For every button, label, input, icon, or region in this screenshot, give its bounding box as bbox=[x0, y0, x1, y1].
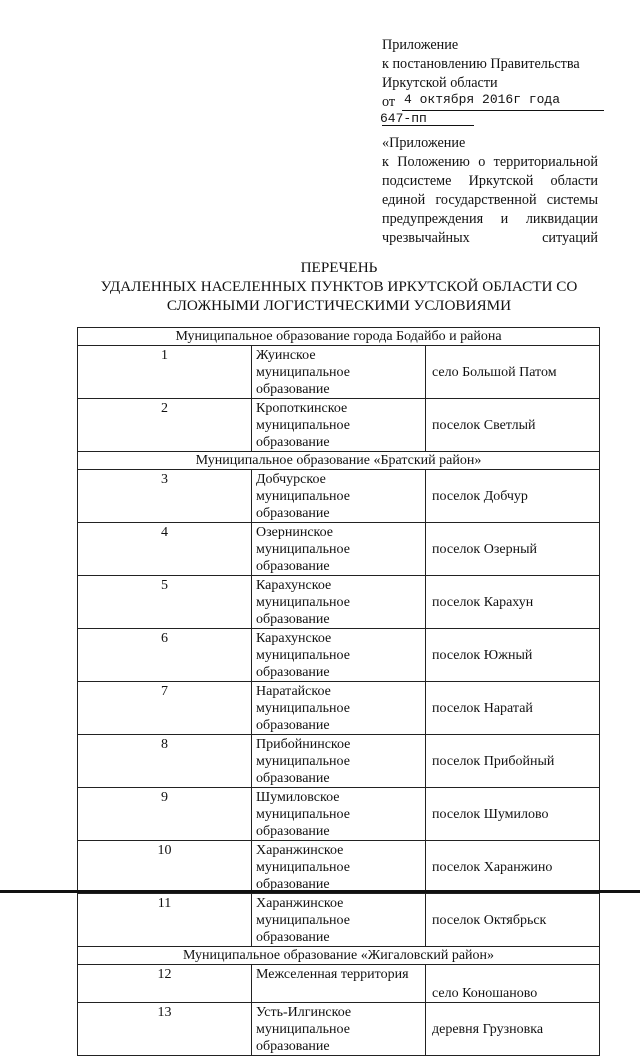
municipality-cell bbox=[252, 1003, 426, 1056]
row-number: 9 bbox=[78, 788, 252, 841]
section-title: Муниципальное образование «Жигаловский район» bbox=[78, 947, 600, 965]
section-title: Муниципальное образование города Бодайбо и района bbox=[78, 328, 600, 346]
municipality-cell bbox=[252, 894, 426, 947]
row-number: 8 bbox=[78, 735, 252, 788]
table-row bbox=[78, 470, 600, 523]
municipality-type: муниципальное образование bbox=[256, 595, 350, 627]
municipality-type: муниципальное образование bbox=[256, 860, 350, 892]
municipality-name: Прибойнинское bbox=[256, 737, 351, 752]
settlement-name: поселок Светлый bbox=[426, 399, 600, 452]
municipality-cell bbox=[252, 682, 426, 735]
municipality-name: Добчурское bbox=[256, 472, 326, 487]
title-line-2: УДАЛЕННЫХ НАСЕЛЕННЫХ ПУНКТОВ ИРКУТСКОЙ ОБЛАСТИ СО СЛОЖНЫМИ ЛОГИСТИЧЕСКИМИ УСЛОВИЯМИ bbox=[100, 278, 578, 314]
table-row bbox=[78, 523, 600, 576]
municipality-cell bbox=[252, 788, 426, 841]
table-row bbox=[78, 399, 600, 452]
municipality-cell bbox=[252, 965, 426, 1003]
municipality-type: муниципальное образование bbox=[256, 1022, 350, 1054]
number-underline bbox=[382, 125, 474, 126]
table-row bbox=[78, 841, 600, 894]
decree-reference: к постановлению Правительства bbox=[382, 56, 580, 72]
document-title bbox=[74, 258, 604, 315]
date-underline bbox=[402, 110, 604, 111]
table-row bbox=[78, 629, 600, 682]
settlement-name: поселок Наратай bbox=[426, 682, 600, 735]
municipality-name: Кропоткинское bbox=[256, 401, 348, 416]
municipality-type: муниципальное образование bbox=[256, 701, 350, 733]
decree-number-line bbox=[382, 112, 598, 134]
decree-number: 647-пп bbox=[380, 111, 427, 126]
region-name: Иркутской области bbox=[382, 75, 498, 91]
settlement-name: деревня Грузновка bbox=[426, 1003, 600, 1056]
row-number: 12 bbox=[78, 965, 252, 1003]
decree-date: 4 октября 2016г года bbox=[404, 92, 561, 107]
municipality-name: Наратайское bbox=[256, 684, 331, 699]
row-number: 2 bbox=[78, 399, 252, 452]
settlement-name: поселок Харанжино bbox=[426, 841, 600, 894]
row-number: 13 bbox=[78, 1003, 252, 1056]
municipality-type: муниципальное образование bbox=[256, 418, 350, 450]
settlement-name: поселок Шумилово bbox=[426, 788, 600, 841]
municipality-cell bbox=[252, 470, 426, 523]
municipality-name: Межселенная территория bbox=[256, 967, 409, 982]
municipality-cell bbox=[252, 346, 426, 399]
row-number: 11 bbox=[78, 894, 252, 947]
settlement-name: поселок Южный bbox=[426, 629, 600, 682]
municipality-type: муниципальное образование bbox=[256, 807, 350, 839]
municipality-cell bbox=[252, 841, 426, 894]
table-row bbox=[78, 894, 600, 947]
row-number: 5 bbox=[78, 576, 252, 629]
section-row bbox=[78, 452, 600, 470]
section-row bbox=[78, 328, 600, 346]
settlement-name: поселок Прибойный bbox=[426, 735, 600, 788]
municipality-type: муниципальное образование bbox=[256, 365, 350, 397]
municipality-cell bbox=[252, 399, 426, 452]
municipality-name: Усть-Илгинское bbox=[256, 1005, 352, 1020]
row-number: 4 bbox=[78, 523, 252, 576]
settlements-table bbox=[77, 327, 600, 1056]
municipality-name: Харанжинское bbox=[256, 896, 344, 911]
table-row bbox=[78, 965, 600, 1003]
appendix-label: Приложение bbox=[382, 37, 459, 53]
row-number: 1 bbox=[78, 346, 252, 399]
municipality-type: муниципальное образование bbox=[256, 542, 350, 574]
municipality-name: Шумиловское bbox=[256, 790, 340, 805]
row-number: 6 bbox=[78, 629, 252, 682]
settlement-name: поселок Октябрьск bbox=[426, 894, 600, 947]
date-prefix: от bbox=[382, 94, 396, 110]
municipality-name: Жуинское bbox=[256, 348, 316, 363]
table-row bbox=[78, 788, 600, 841]
regulation-reference: к Положению о территориальной подсистеме Иркутской области единой государственной системы предупреждения и ликвидации чрезвычайных ситуаций bbox=[382, 154, 598, 246]
municipality-name: Озернинское bbox=[256, 525, 334, 540]
row-number: 3 bbox=[78, 470, 252, 523]
municipality-type bbox=[256, 983, 421, 1000]
appendix-header bbox=[382, 36, 598, 248]
municipality-type: муниципальное образование bbox=[256, 754, 350, 786]
municipality-name: Карахунское bbox=[256, 631, 332, 646]
municipality-type: муниципальное образование bbox=[256, 489, 350, 521]
section-row bbox=[78, 947, 600, 965]
municipality-cell bbox=[252, 523, 426, 576]
section-title: Муниципальное образование «Братский район» bbox=[78, 452, 600, 470]
municipality-name: Харанжинское bbox=[256, 843, 344, 858]
table-row bbox=[78, 735, 600, 788]
settlement-name: село Коношаново bbox=[426, 965, 600, 1003]
municipality-cell bbox=[252, 629, 426, 682]
page-bottom-rule bbox=[0, 890, 640, 893]
appendix-label-2: «Приложение bbox=[382, 135, 466, 151]
row-number: 10 bbox=[78, 841, 252, 894]
municipality-cell bbox=[252, 735, 426, 788]
municipality-type: муниципальное образование bbox=[256, 913, 350, 945]
settlement-name: поселок Добчур bbox=[426, 470, 600, 523]
municipality-name: Карахунское bbox=[256, 578, 332, 593]
table-row bbox=[78, 576, 600, 629]
table-row bbox=[78, 682, 600, 735]
municipality-type: муниципальное образование bbox=[256, 648, 350, 680]
settlement-name: поселок Озерный bbox=[426, 523, 600, 576]
table-row bbox=[78, 346, 600, 399]
settlement-name: село Большой Патом bbox=[426, 346, 600, 399]
table-row bbox=[78, 1003, 600, 1056]
settlement-name: поселок Карахун bbox=[426, 576, 600, 629]
municipality-cell bbox=[252, 576, 426, 629]
row-number: 7 bbox=[78, 682, 252, 735]
title-line-1: ПЕРЕЧЕНЬ bbox=[300, 259, 378, 276]
